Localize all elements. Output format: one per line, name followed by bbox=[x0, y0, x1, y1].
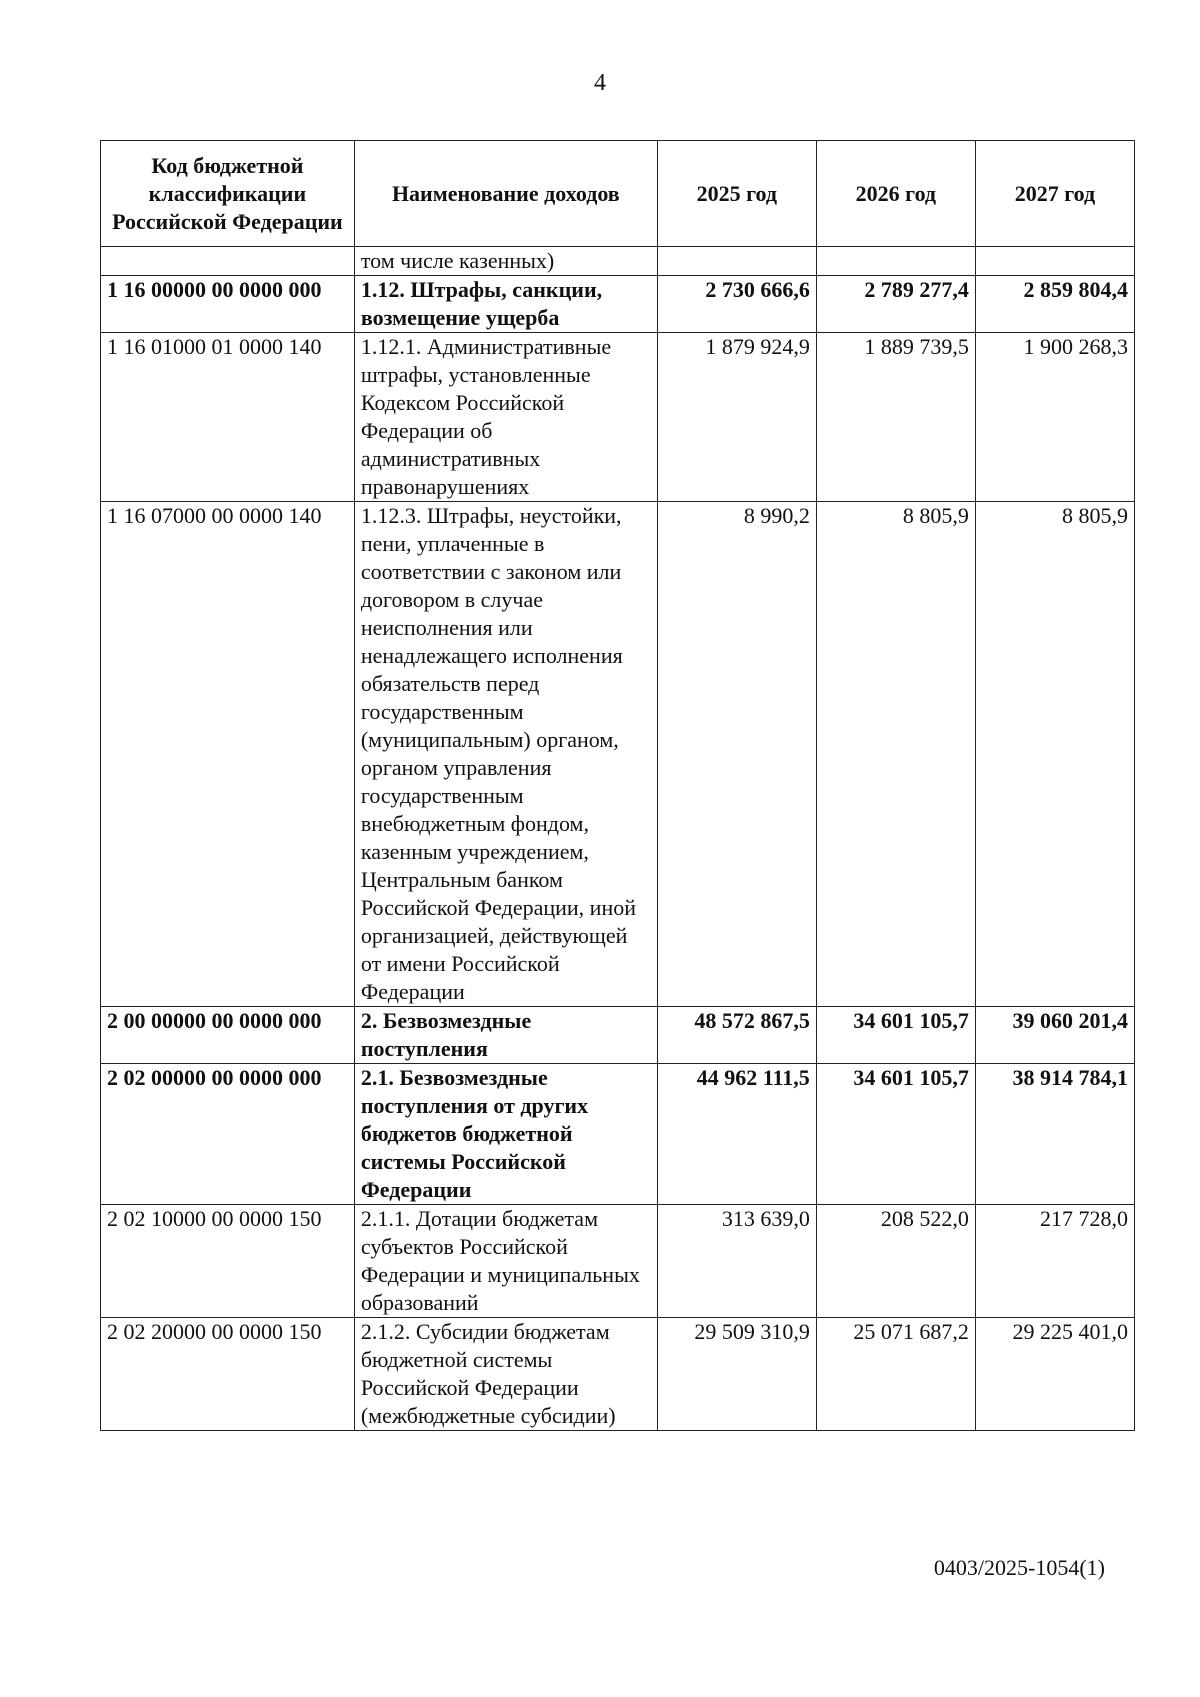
header-name: Наименование доходов bbox=[354, 141, 657, 247]
row-value-2025: 8 990,2 bbox=[657, 502, 816, 1007]
row-value-2026: 2 789 277,4 bbox=[816, 276, 975, 333]
page-number: 4 bbox=[594, 70, 606, 96]
row-value-2025: 1 879 924,9 bbox=[657, 333, 816, 502]
table-cell bbox=[816, 247, 975, 276]
row-value-2027: 1 900 268,3 bbox=[975, 333, 1134, 502]
table-cell bbox=[657, 247, 816, 276]
document-registration-code: 0403/2025-1054(1) bbox=[933, 1555, 1105, 1580]
table-cell bbox=[975, 247, 1134, 276]
header-code: Код бюджетной классификации Российской Федерации bbox=[101, 141, 355, 247]
row-value-2026: 1 889 739,5 bbox=[816, 333, 975, 502]
row-name: 2. Безвозмездные поступления bbox=[354, 1007, 657, 1064]
row-value-2025: 2 730 666,6 bbox=[657, 276, 816, 333]
row-value-2027: 2 859 804,4 bbox=[975, 276, 1134, 333]
table-row bbox=[101, 1064, 1135, 1205]
row-name: 1.12.3. Штрафы, неустойки, пени, уплаченные в соответствии с законом или договором в случае неисполнения или ненадлежащего исполнения обязательств перед государственным (муниципальным) органом, органом управления государственным внебюджетным фондом, казенным учреждением, Центральным банком Российской Федерации, иной организацией, действующей от имени Российской Федерации bbox=[354, 502, 657, 1007]
row-value-2026: 34 601 105,7 bbox=[816, 1064, 975, 1205]
row-value-2025: 48 572 867,5 bbox=[657, 1007, 816, 1064]
row-value-2026: 208 522,0 bbox=[816, 1205, 975, 1318]
row-value-2025: 44 962 111,5 bbox=[657, 1064, 816, 1205]
row-code: 2 00 00000 00 0000 000 bbox=[101, 1007, 355, 1064]
row-code: 1 16 07000 00 0000 140 bbox=[101, 502, 355, 1007]
row-name: 1.12. Штрафы, санкции, возмещение ущерба bbox=[354, 276, 657, 333]
row-code: 1 16 01000 01 0000 140 bbox=[101, 333, 355, 502]
row-code: 2 02 10000 00 0000 150 bbox=[101, 1205, 355, 1318]
header-2027: 2027 год bbox=[975, 141, 1134, 247]
table-row bbox=[101, 276, 1135, 333]
table-header-row bbox=[101, 141, 1135, 247]
header-2025: 2025 год bbox=[657, 141, 816, 247]
row-code: 2 02 00000 00 0000 000 bbox=[101, 1064, 355, 1205]
row-value-2025: 29 509 310,9 bbox=[657, 1318, 816, 1431]
row-value-2026: 25 071 687,2 bbox=[816, 1318, 975, 1431]
row-value-2026: 8 805,9 bbox=[816, 502, 975, 1007]
row-code: 2 02 20000 00 0000 150 bbox=[101, 1318, 355, 1431]
table-row bbox=[101, 502, 1135, 1007]
continuation-row bbox=[101, 247, 1135, 276]
row-code: 1 16 00000 00 0000 000 bbox=[101, 276, 355, 333]
row-name: 1.12.1. Административные штрафы, установленные Кодексом Российской Федерации об административных правонарушениях bbox=[354, 333, 657, 502]
continuation-text: том числе казенных) bbox=[354, 247, 657, 276]
row-name: 2.1.1. Дотации бюджетам субъектов Российской Федерации и муниципальных образований bbox=[354, 1205, 657, 1318]
table-row bbox=[101, 1205, 1135, 1318]
row-name: 2.1.2. Субсидии бюджетам бюджетной системы Российской Федерации (межбюджетные субсидии) bbox=[354, 1318, 657, 1431]
row-value-2027: 29 225 401,0 bbox=[975, 1318, 1134, 1431]
table-row bbox=[101, 333, 1135, 502]
row-value-2027: 39 060 201,4 bbox=[975, 1007, 1134, 1064]
row-value-2025: 313 639,0 bbox=[657, 1205, 816, 1318]
table-row bbox=[101, 1007, 1135, 1064]
row-value-2026: 34 601 105,7 bbox=[816, 1007, 975, 1064]
table-cell bbox=[101, 247, 355, 276]
row-value-2027: 8 805,9 bbox=[975, 502, 1134, 1007]
row-value-2027: 38 914 784,1 bbox=[975, 1064, 1134, 1205]
revenue-table bbox=[100, 140, 1135, 1431]
row-value-2027: 217 728,0 bbox=[975, 1205, 1134, 1318]
header-2026: 2026 год bbox=[816, 141, 975, 247]
table-row bbox=[101, 1318, 1135, 1431]
row-name: 2.1. Безвозмездные поступления от других бюджетов бюджетной системы Российской Федерации bbox=[354, 1064, 657, 1205]
